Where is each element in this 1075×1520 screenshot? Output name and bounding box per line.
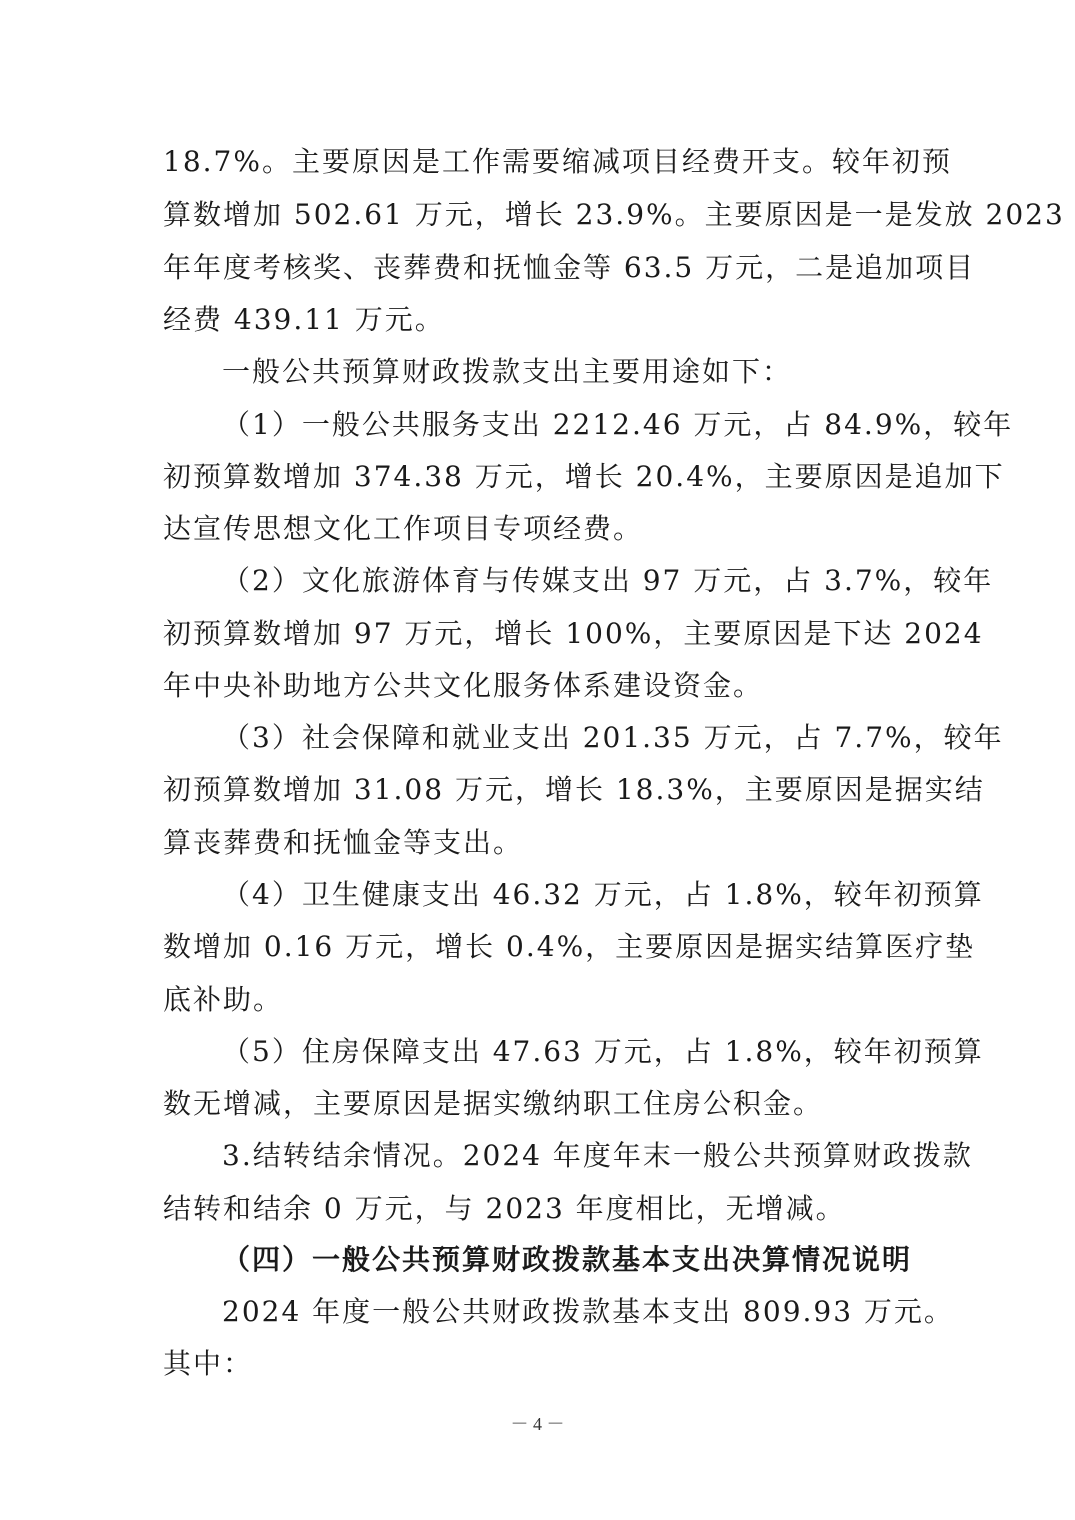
item-2-line-1: （2）文化旅游体育与传媒支出 97 万元，占 3.7%，较年 <box>222 564 994 597</box>
body-line-3: 年年度考核奖、丧葬费和抚恤金等 63.5 万元，二是追加项目 <box>163 251 976 284</box>
body-line-4: 经费 439.11 万元。 <box>163 303 445 336</box>
item-2-line-3: 年中央补助地方公共文化服务体系建设资金。 <box>163 669 764 702</box>
page-number: － 4 － <box>510 1414 565 1434</box>
section-heading-4: （四）一般公共预算财政拨款基本支出决算情况说明 <box>222 1243 913 1276</box>
basic-expense-detail: 其中： <box>163 1347 254 1380</box>
item-4-line-2: 数增加 0.16 万元，增长 0.4%，主要原因是据实结算医疗垫 <box>163 930 976 963</box>
item-2-line-2: 初预算数增加 97 万元，增长 100%，主要原因是下达 2024 <box>163 617 984 650</box>
item-5-line-2: 数无增减，主要原因是据实缴纳职工住房公积金。 <box>163 1087 824 1120</box>
basic-expense-line: 2024 年度一般公共财政拨款基本支出 809.93 万元。 <box>222 1295 954 1328</box>
item-1-line-3: 达宣传思想文化工作项目专项经费。 <box>163 512 644 545</box>
body-line-2: 算数增加 502.61 万元，增长 23.9%。主要原因是一是发放 2023 <box>163 198 1065 231</box>
body-line-1: 18.7%。主要原因是工作需要缩减项目经费开支。较年初预 <box>163 145 952 178</box>
item-4-line-3: 底补助。 <box>163 983 284 1016</box>
item-1-line-1: （1）一般公共服务支出 2212.46 万元，占 84.9%，较年 <box>222 408 1014 441</box>
item-4-line-1: （4）卫生健康支出 46.32 万元，占 1.8%，较年初预算 <box>222 878 984 911</box>
carryover-line-1: 3.结转结余情况。2024 年度年末一般公共预算财政拨款 <box>222 1139 973 1172</box>
item-3-line-2: 初预算数增加 31.08 万元，增长 18.3%，主要原因是据实结 <box>163 773 985 806</box>
item-1-line-2: 初预算数增加 374.38 万元，增长 20.4%，主要原因是追加下 <box>163 460 1005 493</box>
carryover-line-2: 结转和结余 0 万元，与 2023 年度相比，无增减。 <box>163 1192 846 1225</box>
item-3-line-1: （3）社会保障和就业支出 201.35 万元，占 7.7%，较年 <box>222 721 1004 754</box>
section-intro: 一般公共预算财政拨款支出主要用途如下： <box>222 355 793 388</box>
item-5-line-1: （5）住房保障支出 47.63 万元，占 1.8%，较年初预算 <box>222 1035 984 1068</box>
item-3-line-3: 算丧葬费和抚恤金等支出。 <box>163 826 524 859</box>
